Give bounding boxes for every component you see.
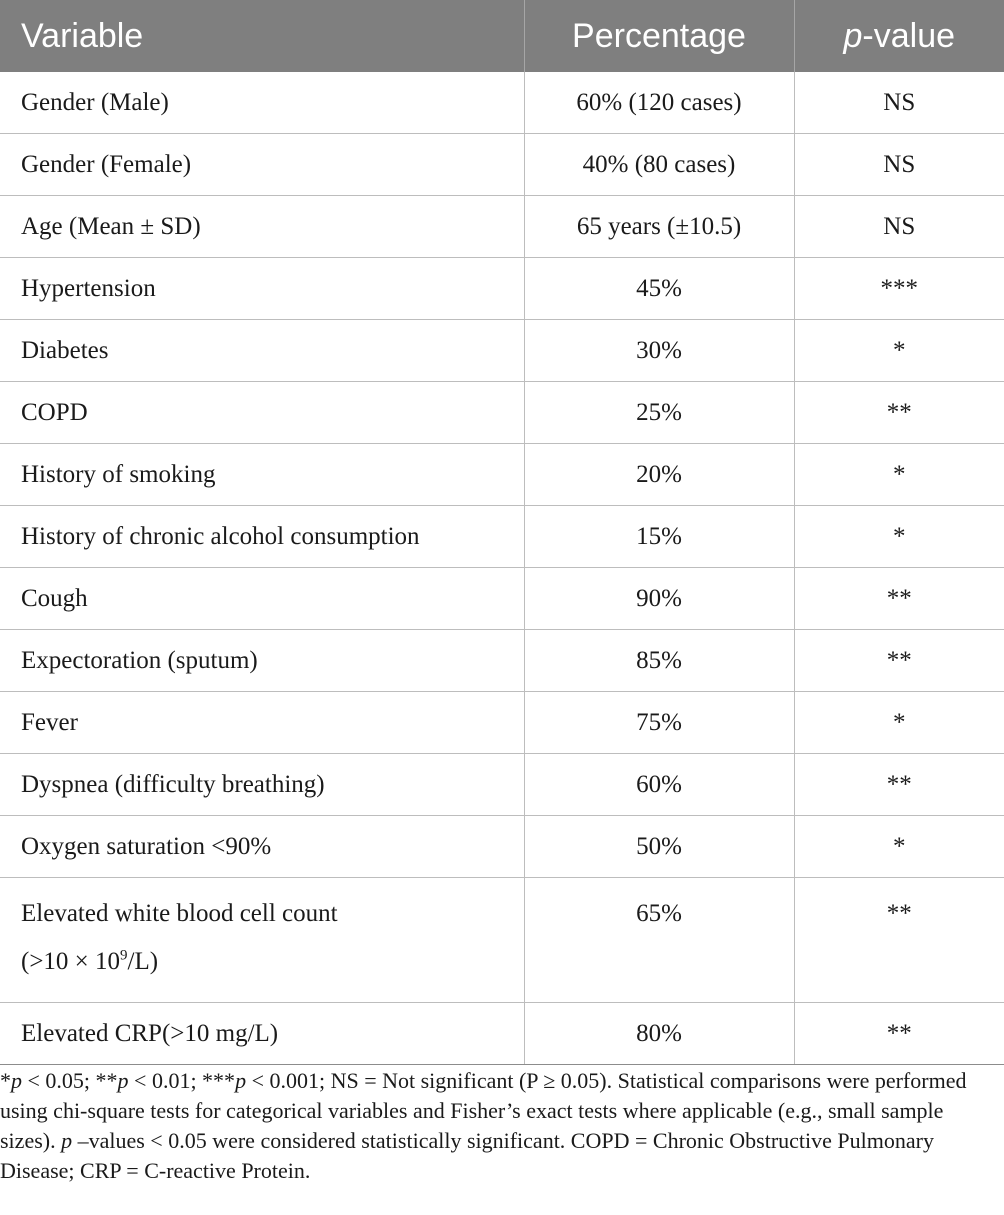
cell-variable-line2-post: /L) — [127, 948, 159, 975]
cell-percentage: 15% — [524, 506, 794, 568]
table-row — [0, 1003, 1004, 1065]
table-row — [0, 816, 1004, 878]
cell-variable: Cough — [0, 568, 524, 630]
cell-percentage: 20% — [524, 444, 794, 506]
header-variable: Variable — [0, 0, 524, 72]
cell-p-value: NS — [794, 196, 1004, 258]
cell-percentage: 60% (120 cases) — [524, 72, 794, 134]
table-row — [0, 320, 1004, 382]
cell-p-value: * — [794, 692, 1004, 754]
table-row — [0, 692, 1004, 754]
cell-p-value: * — [794, 320, 1004, 382]
cell-percentage: 45% — [524, 258, 794, 320]
cell-p-value: NS — [794, 72, 1004, 134]
cell-percentage: 65% — [524, 878, 794, 1003]
footnote-p: p — [235, 1068, 247, 1093]
table-row — [0, 134, 1004, 196]
table-row — [0, 382, 1004, 444]
footnote-text — [0, 1066, 1004, 1186]
cell-variable-line1: Elevated white blood cell count — [21, 900, 338, 927]
cell-variable — [0, 878, 524, 1003]
footnote-p: p — [11, 1068, 22, 1093]
cell-percentage: 40% (80 cases) — [524, 134, 794, 196]
footnote-star: * — [0, 1068, 11, 1093]
table-row — [0, 444, 1004, 506]
cell-variable: History of smoking — [0, 444, 524, 506]
cell-p-value: ** — [794, 1003, 1004, 1065]
cell-p-value: NS — [794, 134, 1004, 196]
cell-percentage: 65 years (±10.5) — [524, 196, 794, 258]
header-p-suffix: -value — [862, 16, 956, 55]
cell-variable: Gender (Female) — [0, 134, 524, 196]
cell-p-value: ** — [794, 568, 1004, 630]
cell-percentage: 25% — [524, 382, 794, 444]
cell-percentage: 75% — [524, 692, 794, 754]
cell-variable: Hypertension — [0, 258, 524, 320]
cell-p-value: ** — [794, 630, 1004, 692]
cell-p-value: ** — [794, 878, 1004, 1003]
table-header — [0, 0, 1004, 72]
cell-variable: Fever — [0, 692, 524, 754]
cell-percentage: 85% — [524, 630, 794, 692]
cell-p-value: *** — [794, 258, 1004, 320]
cell-variable: Elevated CRP(>10 mg/L) — [0, 1003, 524, 1065]
footnote-seg: < 0.001; NS = Not significant (P ≥ 0.05). Statistical comparisons were performed using chi-square tests for categorical variables and Fisher’s exact tests where applicable (e.g., small sample sizes). — [0, 1068, 967, 1153]
cell-p-value: * — [794, 444, 1004, 506]
cell-percentage: 30% — [524, 320, 794, 382]
cell-variable: Age (Mean ± SD) — [0, 196, 524, 258]
table-row — [0, 506, 1004, 568]
table-row — [0, 196, 1004, 258]
footnote-seg: < 0.05; ** — [22, 1068, 118, 1093]
cell-variable: Oxygen saturation <90% — [0, 816, 524, 878]
footnote-seg: < 0.01; *** — [128, 1068, 236, 1093]
cell-p-value: * — [794, 816, 1004, 878]
footnote-p: p — [117, 1068, 129, 1093]
cell-p-value: * — [794, 506, 1004, 568]
header-p-value — [794, 0, 1004, 72]
cell-variable: History of chronic alcohol consumption — [0, 506, 524, 568]
table-row — [0, 630, 1004, 692]
header-percentage: Percentage — [524, 0, 794, 72]
cell-variable: Gender (Male) — [0, 72, 524, 134]
table-row — [0, 258, 1004, 320]
cell-variable-exponent: 9 — [120, 947, 128, 964]
cell-variable: Diabetes — [0, 320, 524, 382]
table-footnote — [0, 1066, 1004, 1186]
footnote-seg: –values < 0.05 were considered statistically significant. COPD = Chronic Obstructive Pulmonary Disease; CRP = C-reactive Protein. — [0, 1128, 934, 1183]
cell-variable-line2-pre: (>10 × 10 — [21, 948, 121, 975]
cell-p-value: ** — [794, 382, 1004, 444]
cell-percentage: 60% — [524, 754, 794, 816]
cell-variable: Expectoration (sputum) — [0, 630, 524, 692]
cell-percentage: 80% — [524, 1003, 794, 1065]
header-p-italic: p — [843, 16, 863, 55]
cell-percentage: 50% — [524, 816, 794, 878]
table-row — [0, 878, 1004, 1003]
cell-variable: Dyspnea (difficulty breathing) — [0, 754, 524, 816]
cell-p-value: ** — [794, 754, 1004, 816]
table-row — [0, 754, 1004, 816]
table-row — [0, 72, 1004, 134]
cell-percentage: 90% — [524, 568, 794, 630]
cell-variable: COPD — [0, 382, 524, 444]
footnote-p: p — [61, 1128, 73, 1153]
table-row — [0, 568, 1004, 630]
